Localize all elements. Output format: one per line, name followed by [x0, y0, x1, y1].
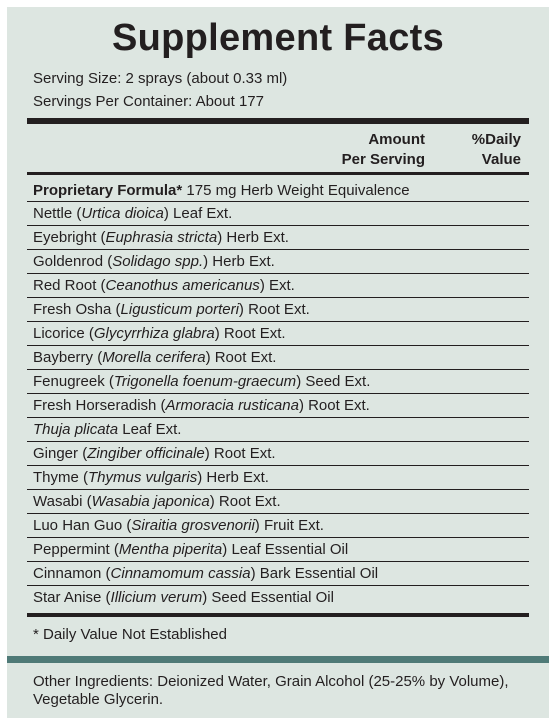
- servings-per-container: Servings Per Container: About 177: [33, 93, 264, 110]
- ingredient-common-name: Fenugreek (: [33, 373, 114, 390]
- ingredient-latin-name: Mentha piperita: [118, 541, 223, 558]
- ingredient-common-name: Cinnamon (: [33, 565, 111, 582]
- ingredient-part: ) Herb Ext.: [217, 229, 289, 246]
- ingredient-row: [27, 442, 529, 466]
- ingredient-row: [27, 370, 529, 394]
- ingredient-row: [27, 490, 529, 514]
- ingredient-common-name: Wasabi (: [33, 493, 92, 510]
- ingredient-row: [27, 226, 529, 250]
- ingredient-latin-name: Wasabia japonica: [91, 493, 210, 510]
- supplement-facts-panel: [7, 7, 549, 718]
- ingredient-common-name: Star Anise (: [33, 589, 111, 606]
- ingredient-row: [27, 418, 529, 442]
- dv-header-line1: %Daily: [471, 131, 521, 148]
- amount-header-line1: Amount: [368, 131, 425, 148]
- ingredient-latin-name: Thymus vulgaris: [88, 469, 198, 486]
- ingredient-row: [27, 346, 529, 370]
- amount-header-line2: Per Serving: [341, 151, 425, 168]
- ingredient-latin-name: Urtica dioica: [81, 205, 164, 222]
- footnote: * Daily Value Not Established: [33, 626, 227, 643]
- ingredient-row: [27, 562, 529, 586]
- ingredient-part: ) Herb Ext.: [203, 253, 275, 270]
- ingredient-common-name: Fresh Horseradish (: [33, 397, 166, 414]
- ingredient-latin-name: Cinnamomum cassia: [110, 565, 251, 582]
- ingredient-common-name: Nettle (: [33, 205, 82, 222]
- ingredient-latin-name: Trigonella foenum-graecum: [113, 373, 297, 390]
- ingredient-list: [27, 202, 529, 610]
- ingredient-part: ) Seed Ext.: [296, 373, 371, 390]
- ingredient-row: [27, 394, 529, 418]
- ingredient-part: ) Seed Essential Oil: [202, 589, 334, 606]
- ingredient-latin-name: Morella cerifera: [102, 349, 206, 366]
- ingredient-common-name: Ginger (: [33, 445, 88, 462]
- column-headers: [7, 124, 549, 168]
- ingredient-common-name: Luo Han Guo (: [33, 517, 132, 534]
- ingredient-part: Leaf Ext.: [118, 421, 182, 438]
- ingredient-latin-name: Ligusticum porteri: [120, 301, 239, 318]
- ingredient-row: [27, 586, 529, 610]
- ingredient-row: [27, 322, 529, 346]
- ingredient-row: [27, 538, 529, 562]
- ingredient-part: ) Root Ext.: [209, 493, 281, 510]
- ingredient-latin-name: Armoracia rusticana: [165, 397, 299, 414]
- ingredient-latin-name: Thuja plicata: [33, 421, 119, 438]
- ingredient-common-name: Red Root (: [33, 277, 106, 294]
- proprietary-formula-label: Proprietary Formula*: [33, 182, 183, 199]
- ingredient-part: ) Root Ext.: [205, 349, 277, 366]
- ingredient-common-name: Fresh Osha (: [33, 301, 121, 318]
- ingredient-row: [27, 202, 529, 226]
- ingredient-row: [27, 466, 529, 490]
- ingredient-common-name: Licorice (: [33, 325, 94, 342]
- serving-size: Serving Size: 2 sprays (about 0.33 ml): [33, 70, 288, 87]
- ingredient-latin-name: Siraitia grosvenorii: [131, 517, 255, 534]
- proprietary-formula-value: 175 mg Herb Weight Equivalence: [182, 182, 410, 199]
- ingredient-row: [27, 514, 529, 538]
- ingredient-latin-name: Zingiber officinale: [87, 445, 205, 462]
- ingredient-part: ) Root Ext.: [204, 445, 276, 462]
- ingredient-latin-name: Ceanothus americanus: [105, 277, 260, 294]
- ingredient-part: ) Root Ext.: [238, 301, 310, 318]
- ingredient-part: ) Bark Essential Oil: [250, 565, 379, 582]
- ingredient-latin-name: Illicium verum: [110, 589, 203, 606]
- ingredient-part: ) Leaf Essential Oil: [222, 541, 349, 558]
- ingredient-part: ) Fruit Ext.: [254, 517, 324, 534]
- daily-value-header: [472, 130, 521, 170]
- ingredient-latin-name: Solidago spp.: [112, 253, 204, 270]
- ingredient-row: [27, 250, 529, 274]
- ingredient-common-name: Thyme (: [33, 469, 89, 486]
- bottom-divider: [27, 613, 529, 617]
- ingredient-row: [27, 274, 529, 298]
- proprietary-formula-row: [27, 175, 529, 202]
- ingredient-common-name: Eyebright (: [33, 229, 106, 246]
- color-band: [7, 656, 549, 663]
- ingredient-latin-name: Glycyrrhiza glabra: [93, 325, 215, 342]
- panel-title: Supplement Facts: [111, 17, 445, 59]
- ingredient-part: ) Herb Ext.: [197, 469, 269, 486]
- ingredient-part: ) Root Ext.: [214, 325, 286, 342]
- dv-header-line2: Value: [481, 151, 521, 168]
- amount-per-serving-header: [342, 130, 425, 170]
- ingredient-latin-name: Euphrasia stricta: [105, 229, 218, 246]
- ingredient-common-name: Peppermint (: [33, 541, 119, 558]
- ingredient-common-name: Bayberry (: [33, 349, 103, 366]
- ingredient-part: ) Ext.: [259, 277, 295, 294]
- ingredient-common-name: Goldenrod (: [33, 253, 113, 270]
- ingredient-part: ) Root Ext.: [298, 397, 370, 414]
- ingredient-row: [27, 298, 529, 322]
- ingredient-part: ) Leaf Ext.: [163, 205, 233, 222]
- other-ingredients: Other Ingredients: Deionized Water, Grain Alcohol (25-25% by Volume), Vegetable Glycerin.: [33, 673, 509, 708]
